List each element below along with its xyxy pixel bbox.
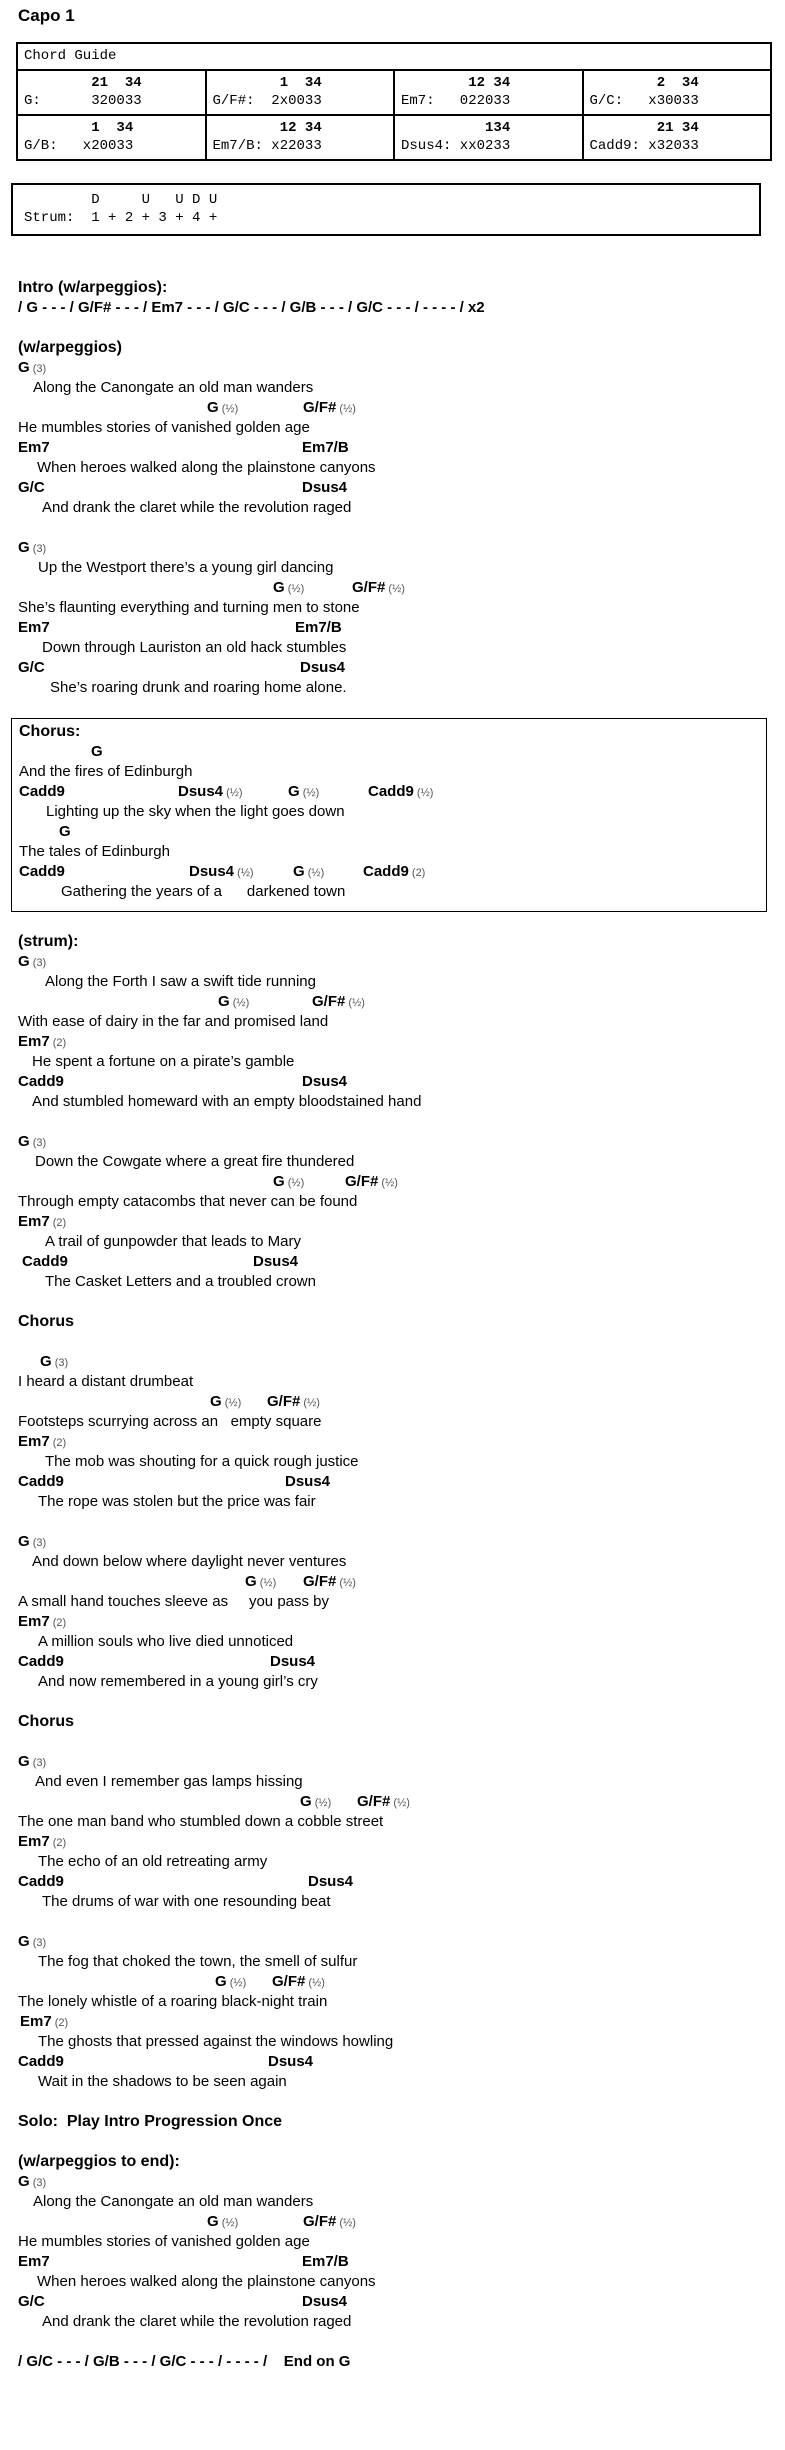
chord-guide-title: Chord Guide — [17, 43, 771, 70]
chord-count: (½) — [345, 997, 365, 1009]
chord-progression: / G/C - - - / G/B - - - / G/C - - - / - - - - / End on G — [18, 2353, 351, 2370]
lyric-line: Gathering the years of a darkened town — [61, 883, 346, 900]
lyric-line: The mob was shouting for a quick rough justice — [45, 1453, 359, 1470]
chord-line — [19, 742, 766, 762]
chord-line — [18, 1972, 785, 1992]
chord: G (3) — [18, 1533, 47, 1550]
chord: G — [91, 743, 103, 760]
chord: Cadd9 — [18, 1073, 64, 1090]
lyric-line: Up the Westport there’s a young girl dancing — [38, 559, 334, 576]
chord-line — [18, 1932, 785, 1952]
chord-count: (½) — [226, 1977, 247, 1989]
chord: Dsus4 — [308, 1873, 354, 1890]
chord-guide-cell — [394, 70, 583, 115]
chord-line — [18, 1172, 785, 1192]
section-heading: (strum): — [18, 933, 79, 950]
chord-line — [18, 1832, 785, 1852]
chord-count: (3) — [51, 1357, 69, 1369]
chord-count: (3) — [29, 1937, 47, 1949]
chord: G (½) — [300, 1793, 332, 1810]
chord-line — [18, 1472, 785, 1492]
chord-count: (½) — [223, 787, 243, 799]
chord: Dsus4 — [270, 1653, 316, 1670]
lyric-line: Footsteps scurrying across an empty square — [18, 1413, 322, 1430]
chord: Cadd9 — [19, 783, 65, 800]
lyric-line: The drums of war with one resounding beat — [42, 1893, 331, 1910]
chord-count: (½) — [300, 1397, 320, 1409]
lyric-line: Along the Canongate an old man wanders — [33, 379, 314, 396]
section-verse-5 — [18, 1352, 785, 1512]
chord-count: (2) — [49, 1437, 67, 1449]
chord-line — [18, 658, 785, 678]
chord: Cadd9 — [18, 1473, 64, 1490]
chord-count: (½) — [336, 403, 356, 415]
song-body — [18, 278, 785, 2372]
strum-box — [11, 183, 761, 236]
chord-line — [18, 398, 785, 418]
chord-line — [18, 538, 785, 558]
lyric-line: The Casket Letters and a troubled crown — [45, 1273, 316, 1290]
lyric-line: With ease of dairy in the far and promised land — [18, 1013, 329, 1030]
chord-count: (½) — [390, 1797, 410, 1809]
chord: G (3) — [18, 2173, 47, 2190]
chord-line — [18, 1352, 785, 1372]
chord: G/F# (½) — [303, 2213, 356, 2230]
lyric-line: The echo of an old retreating army — [38, 1853, 268, 1870]
lyric-line: Lighting up the sky when the light goes down — [46, 803, 345, 820]
lyric-line: The ghosts that pressed against the windows howling — [38, 2033, 394, 2050]
lyric-line: The fog that choked the town, the smell of sulfur — [38, 1953, 358, 1970]
section-verse-3 — [18, 932, 785, 1112]
chord-count: (½) — [336, 1577, 356, 1589]
chord-line — [18, 1032, 785, 1052]
lyric-line: He mumbles stories of vanished golden age — [18, 419, 310, 436]
lyric-line: A million souls who live died unnoticed — [38, 1633, 294, 1650]
chord: Cadd9 — [18, 2053, 64, 2070]
lyric-line: When heroes walked along the plainstone canyons — [37, 2273, 376, 2290]
lyric-line: The rope was stolen but the price was fair — [38, 1493, 316, 1510]
chord-line — [18, 1532, 785, 1552]
lyric-line: Down through Lauriston an old hack stumbles — [42, 639, 347, 656]
chord: G/F# (½) — [303, 1573, 356, 1590]
chord-frets: Em7/B: x22033 — [212, 138, 322, 154]
chord-count: (½) — [304, 867, 325, 879]
chord-line — [18, 1612, 785, 1632]
chord: G (½) — [245, 1573, 277, 1590]
lyric-line: She’s roaring drunk and roaring home alone. — [50, 679, 347, 696]
chord: G (½) — [210, 1393, 242, 1410]
chord-count: (2) — [49, 1217, 67, 1229]
lyric-line: He spent a fortune on a pirate’s gamble — [32, 1053, 295, 1070]
capo-heading: Capo 1 — [18, 6, 75, 25]
chord-line — [18, 2012, 785, 2032]
chord: Cadd9 — [18, 1873, 64, 1890]
chord-frets: Cadd9: x32033 — [589, 138, 699, 154]
chord-fingering: 1 34 — [212, 75, 322, 91]
lyric-line: He mumbles stories of vanished golden age — [18, 2233, 310, 2250]
chord: G/C — [18, 659, 45, 676]
chord-line — [18, 438, 785, 458]
chord: G (½) — [218, 993, 250, 1010]
chord-count: (½) — [284, 1177, 305, 1189]
chord: Em7/B — [295, 619, 342, 636]
lyric-line: The lonely whistle of a roaring black-night train — [18, 1993, 328, 2010]
chord-count: (2) — [49, 1837, 67, 1849]
chord-guide-row — [17, 115, 771, 160]
chord-line — [18, 1792, 785, 1812]
chord: G (½) — [215, 1973, 247, 1990]
section-heading: Solo: Play Intro Progression Once — [18, 2113, 283, 2130]
chord-line — [18, 478, 785, 498]
lyric-line: Wait in the shadows to be seen again — [38, 2073, 287, 2090]
chord-count: (½) — [221, 1397, 242, 1409]
chord: Em7 (2) — [20, 2013, 69, 2030]
chord-fingering: 12 34 — [212, 120, 322, 136]
chord: Dsus4 — [285, 1473, 331, 1490]
lyric-line: A small hand touches sleeve as you pass by — [18, 1593, 330, 1610]
section-heading: Chorus: — [19, 723, 81, 740]
chord-frets: G/B: x20033 — [24, 138, 134, 154]
chord-frets: G/C: x30033 — [589, 93, 699, 109]
chord-line — [18, 952, 785, 972]
lyric-line: The one man band who stumbled down a cobble street — [18, 1813, 384, 1830]
lyric-line: And down below where daylight never ventures — [32, 1553, 347, 1570]
chord-guide-cell — [583, 70, 772, 115]
chord-guide-cell — [583, 115, 772, 160]
chord-guide-cell — [17, 115, 206, 160]
chord-line — [18, 1132, 785, 1152]
section-intro — [18, 278, 785, 318]
lyric-line: When heroes walked along the plainstone canyons — [37, 459, 376, 476]
lyric-line: Through empty catacombs that never can be found — [18, 1193, 358, 1210]
lyric-line: And drank the claret while the revolution raged — [42, 499, 352, 516]
section-heading: Chorus — [18, 1313, 74, 1330]
strum-pattern-top: D U U D U — [24, 192, 218, 208]
chord-frets: G: 320033 — [24, 93, 142, 109]
section-verse-8 — [18, 1932, 785, 2092]
chord: Dsus4 — [268, 2053, 314, 2070]
chord: G/F# (½) — [312, 993, 365, 1010]
chord: G/C — [18, 2293, 45, 2310]
chord-count: (3) — [29, 363, 47, 375]
chord: G (½) — [207, 2213, 239, 2230]
chord-fingering: 21 34 — [589, 120, 699, 136]
chord: G (½) — [273, 1173, 305, 1190]
chord-guide-cell — [206, 115, 395, 160]
chord-fingering: 134 — [401, 120, 511, 136]
chord: Cadd9 — [22, 1253, 68, 1270]
chord-fingering: 21 34 — [24, 75, 142, 91]
chord-count: (2) — [408, 867, 426, 879]
chord: Dsus4 (½) — [189, 863, 254, 880]
chord-count: (½) — [256, 1577, 277, 1589]
chord-count: (3) — [29, 1137, 47, 1149]
chord-count: (½) — [385, 583, 405, 595]
chord: Dsus4 — [302, 479, 348, 496]
section-heading: (w/arpeggios) — [18, 339, 123, 356]
chord-line — [18, 2212, 785, 2232]
chord: Dsus4 — [300, 659, 346, 676]
chord: G/C — [18, 479, 45, 496]
chord: Cadd9 (½) — [368, 783, 434, 800]
chord-count: (3) — [29, 957, 47, 969]
chord: Dsus4 (½) — [178, 783, 243, 800]
chord: Cadd9 — [18, 1653, 64, 1670]
chord-count: (½) — [234, 867, 254, 879]
chord-count: (½) — [299, 787, 320, 799]
chord: Dsus4 — [253, 1253, 299, 1270]
chord: Em7/B — [302, 2253, 349, 2270]
chord: G/F# (½) — [357, 1793, 410, 1810]
section-outro — [18, 2352, 785, 2372]
chord: G — [59, 823, 71, 840]
chord: G (3) — [18, 1753, 47, 1770]
chord: G (3) — [40, 1353, 69, 1370]
chord-count: (½) — [229, 997, 250, 1009]
chord-line — [18, 1652, 785, 1672]
chord-line — [18, 2052, 785, 2072]
section-outro-verse — [18, 2152, 785, 2332]
chord-line — [18, 358, 785, 378]
chord-frets: Em7: 022033 — [401, 93, 511, 109]
chord: Dsus4 — [302, 2293, 348, 2310]
section-heading: Chorus — [18, 1713, 74, 1730]
chord: Em7 (2) — [18, 1433, 67, 1450]
section-verse-1 — [18, 338, 785, 518]
section-solo — [18, 2112, 785, 2132]
chord-count: (½) — [378, 1177, 398, 1189]
chord-guide-cell — [394, 115, 583, 160]
lyric-line: A trail of gunpowder that leads to Mary — [45, 1233, 301, 1250]
chord: Em7 (2) — [18, 1213, 67, 1230]
chord-count: (3) — [29, 2177, 47, 2189]
section-heading: (w/arpeggios to end): — [18, 2153, 180, 2170]
section-verse-7 — [18, 1752, 785, 1912]
chord: Dsus4 — [302, 1073, 348, 1090]
chord: Em7 — [18, 619, 50, 636]
chord-guide-cell — [17, 70, 206, 115]
chord: G (3) — [18, 1933, 47, 1950]
chord: G (3) — [18, 539, 47, 556]
chord-progression: / G - - - / G/F# - - - / Em7 - - - / G/C - - - / G/B - - - / G/C - - - / - - - - / x2 — [18, 299, 485, 316]
chord: G (½) — [293, 863, 325, 880]
chord-fingering: 1 34 — [24, 120, 134, 136]
lyric-line: And the fires of Edinburgh — [19, 763, 193, 780]
chord: G (½) — [288, 783, 320, 800]
chord-line — [18, 1572, 785, 1592]
section-verse-2 — [18, 538, 785, 698]
chord-line — [18, 1252, 785, 1272]
chord-guide-cell — [206, 70, 395, 115]
lyric-line: She’s flaunting everything and turning men to stone — [18, 599, 360, 616]
lyric-line: I heard a distant drumbeat — [18, 1373, 194, 1390]
chord-line — [18, 1212, 785, 1232]
lyric-line: And stumbled homeward with an empty bloodstained hand — [32, 1093, 422, 1110]
chord: G (3) — [18, 953, 47, 970]
chord-line — [18, 618, 785, 638]
chord: G/F# (½) — [345, 1173, 398, 1190]
chord-line — [18, 2292, 785, 2312]
chord: G (3) — [18, 359, 47, 376]
chord: G/F# (½) — [272, 1973, 325, 1990]
section-verse-4 — [18, 1132, 785, 1292]
chord: G/F# (½) — [352, 579, 405, 596]
chord-line — [18, 1752, 785, 1772]
section-chorus — [11, 718, 767, 912]
lyric-line: And drank the claret while the revolution raged — [42, 2313, 352, 2330]
chord-count: (2) — [49, 1037, 67, 1049]
chord: G (½) — [273, 579, 305, 596]
chord-count: (½) — [218, 2217, 239, 2229]
chord-count: (2) — [51, 2017, 69, 2029]
section-heading: Intro (w/arpeggios): — [18, 279, 168, 296]
chord-frets: Dsus4: xx0233 — [401, 138, 511, 154]
section-verse-6 — [18, 1532, 785, 1692]
chord-count: (½) — [305, 1977, 325, 1989]
chord-frets: G/F#: 2x0033 — [212, 93, 322, 109]
chord-count: (½) — [311, 1797, 332, 1809]
chord: Cadd9 — [19, 863, 65, 880]
strum-pattern-bottom: Strum: 1 + 2 + 3 + 4 + — [24, 210, 218, 226]
chord: Cadd9 (2) — [363, 863, 426, 880]
lyric-line: The tales of Edinburgh — [19, 843, 170, 860]
lyric-line: Along the Forth I saw a swift tide running — [45, 973, 316, 990]
chord-line — [18, 2172, 785, 2192]
chord-count: (3) — [29, 543, 47, 555]
chord: G/F# (½) — [303, 399, 356, 416]
chord-line — [18, 1392, 785, 1412]
lyric-line: Down the Cowgate where a great fire thundered — [35, 1153, 355, 1170]
lyric-line: And even I remember gas lamps hissing — [35, 1773, 303, 1790]
lyric-line: Along the Canongate an old man wanders — [33, 2193, 314, 2210]
chord: G (½) — [207, 399, 239, 416]
chord-fingering: 2 34 — [589, 75, 699, 91]
chord-line — [19, 782, 766, 802]
chord-line — [19, 862, 766, 882]
chord-count: (½) — [284, 583, 305, 595]
chord: Em7 — [18, 439, 50, 456]
chord-line — [18, 2252, 785, 2272]
chord-count: (2) — [49, 1617, 67, 1629]
chord-count: (3) — [29, 1537, 47, 1549]
chord: Em7 (2) — [18, 1033, 67, 1050]
chord: Em7 (2) — [18, 1613, 67, 1630]
chord-fingering: 12 34 — [401, 75, 511, 91]
chord: G (3) — [18, 1133, 47, 1150]
chord: Em7 (2) — [18, 1833, 67, 1850]
chord-line — [18, 1432, 785, 1452]
lyric-line: And now remembered in a young girl’s cry — [38, 1673, 318, 1690]
chord-line — [18, 578, 785, 598]
chord: G/F# (½) — [267, 1393, 320, 1410]
chord-guide-row — [17, 70, 771, 115]
section-chorus-marker-1 — [18, 1312, 785, 1332]
chord-line — [18, 1872, 785, 1892]
chord: Em7 — [18, 2253, 50, 2270]
chord-line — [19, 822, 766, 842]
chord-line — [18, 992, 785, 1012]
chord-line — [18, 1072, 785, 1092]
section-chorus-marker-2 — [18, 1712, 785, 1732]
chord-count: (3) — [29, 1757, 47, 1769]
chord-guide-table — [16, 42, 772, 161]
chord-count: (½) — [336, 2217, 356, 2229]
chord: Em7/B — [302, 439, 349, 456]
chord-count: (½) — [218, 403, 239, 415]
chord-count: (½) — [413, 787, 434, 799]
